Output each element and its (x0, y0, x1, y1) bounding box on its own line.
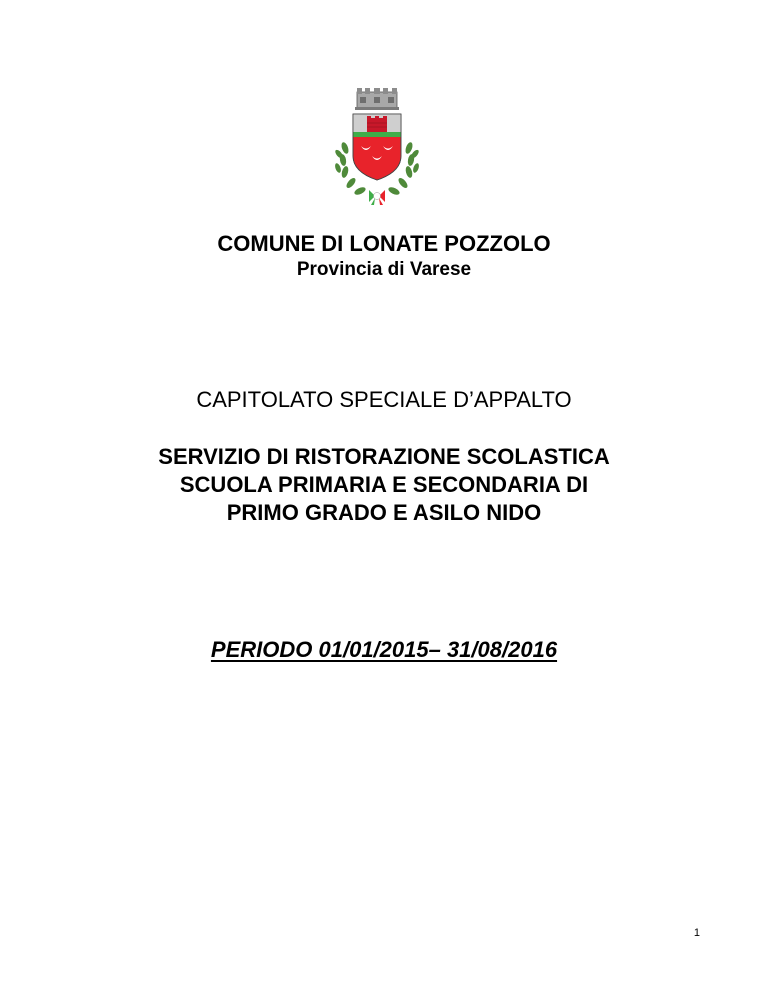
crown-icon (355, 88, 399, 110)
page-number: 1 (693, 927, 700, 939)
servizio-line: SCUOLA PRIMARIA E SECONDARIA DI (179, 472, 589, 497)
coat-of-arms-icon (329, 86, 425, 206)
servizio-line: PRIMO GRADO E ASILO NIDO (226, 500, 542, 525)
capitolato-title: CAPITOLATO SPECIALE D’APPALTO (196, 387, 572, 412)
servizio-title (0, 443, 768, 527)
provincia-subheading: Provincia di Varese (296, 259, 472, 280)
servizio-line: SERVIZIO DI RISTORAZIONE SCOLASTICA (158, 444, 610, 469)
periodo-text: PERIODO 01/01/2015– 31/08/2016 (210, 637, 558, 662)
periodo-heading (0, 636, 768, 663)
shield-icon (353, 114, 401, 180)
comune-heading: COMUNE DI LONATE POZZOLO (217, 231, 551, 256)
ribbon-icon (369, 190, 385, 205)
